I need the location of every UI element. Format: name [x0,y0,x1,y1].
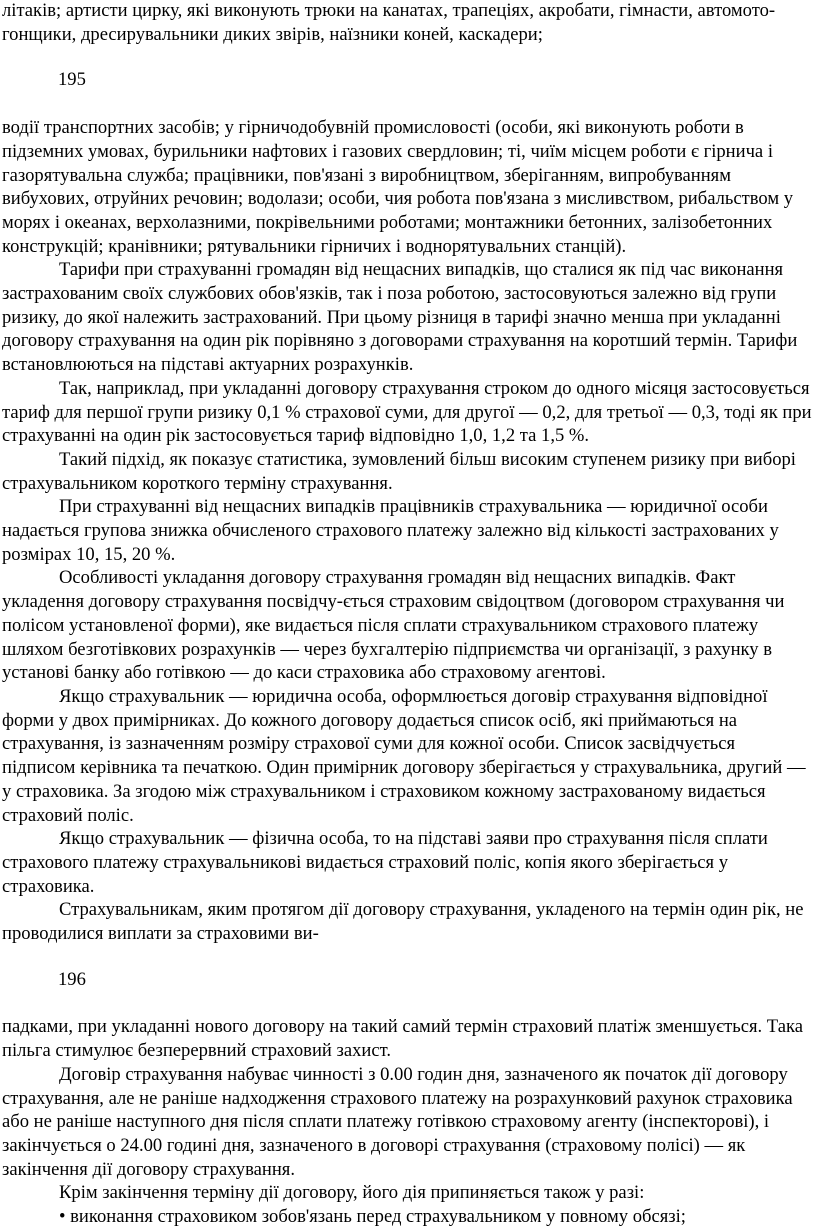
spacer [0,991,812,1015]
paragraph-top: літаків; артисти цирку, які виконують трюки на канатах, трапеціях, акробати, гімнасти, автомото-гонщики, дресирувальники диких звірів, наїзники коней, каскадери; [2,0,776,45]
paragraph: водії транспортних засобів; у гірничодобувній промисловості (особи, які виконують роботи в підземних умовах, бурильники нафтових і газових свердловин; ті, чиїм місцем роботи є гірнича і газорятувальна служба; працівники, пов'язані з виробництвом, зберіганням, випробуванням вибухових, отруйних речовин; водолази; особи, чия робота пов'язана з мисливством, рибальством у морях і океанах, верхолазними, покрівельними роботами; монтажники бетонних, залізобетонних конструкцій; кранівники; рятувальники гірничих і воднорятувальних станцій). [2,117,794,257]
paragraph: Якщо страхувальник — фізична особа, то на підставі заяви про страхування після сплати страхового платежу страхувальникові видається страховий поліс, копія якого зберігається у страховика. [2,828,768,897]
paragraph: Так, наприклад, при укладанні договору страхування строком до одного місяця застосовується тариф для першої групи ризику 0,1 % страхової суми, для другої — 0,2, для третьої — 0,3, тоді як при страхуванні на один рік застосовується тариф відповідно 1,0, 1,2 та 1,5 %. [2,377,812,447]
paragraph: падками, при укладанні нового договору на такий самий термін страховий платіж зменшується. Така пільга стимулює безперервний страховий захист. [2,1016,803,1062]
paragraph: Якщо страхувальник — юридична особа, оформлюється договір страхування відповідної форми у двох примірниках. До кожного договору додається список осіб, які приймаються на страхування, із зазначенням розміру страхової суми для кожної особи. Список засвідчується підписом керівника та печаткою. Один примірник договору зберігається у страхувальника, другий — у страховика. За згодою між страхувальником і страховиком кожному застрахованому видається страховий поліс. [2,685,806,826]
page-number-196: 196 [58,968,86,990]
spacer [0,46,812,68]
spacer [0,946,812,968]
section-middle [0,116,812,946]
paragraph: Договір страхування набуває чинності з 0.00 годин дня, зазначеного як початок дії договору страхування, але не раніше надходження страхового платежу на розрахунковий рахунок страховика або не раніше наступного дня після сплати платежу готівкою страховому агенту (інспекторові), і закінчується о 24.00 годині дня, зазначеного в договорі страхування (страховому полісі) — як закінчення дії договору страхування. [2,1063,793,1180]
paragraph: Такий підхід, як показує статистика, зумовлений більш високим ступенем ризику при виборі страхувальником короткого терміну страхування. [2,448,796,494]
paragraph: При страхуванні від нещасних випадків працівників страхувальника — юридичної особи надається групова знижка обчисленого страхового платежу залежно від кількості застрахованих у розмірах 10, 15, 20 %. [2,496,779,565]
paragraph: Тарифи при страхуванні громадян від нещасних випадків, що сталися як під час виконання застрахованим своїх службових обов'язків, так і поза роботою, застосовуються залежно від групи ризику, до якої належить застрахований. При цьому різниця в тарифі значно менша при укладанні договору страхування на один рік порівняно з договорами страхування на коротший термін. Тарифи встановлюються на підставі актуарних розрахунків. [2,259,798,376]
page-number-195: 195 [58,69,86,91]
paragraph: • виконання страховиком зобов'язань перед страхувальником у повному обсязі; [59,1206,686,1228]
paragraph: Страхувальникам, яким протягом дії договору страхування, укладеного на термін один рік, не проводилися виплати за страховими ви- [2,899,804,945]
paragraph: Крім закінчення терміну дії договору, його дія припиняється також у разі: [59,1182,645,1204]
paragraph: Особливості укладання договору страхування громадян від нещасних випадків. Факт укладення договору страхування посвідчу-ється страховим свідоцтвом (договором страхування чи полісом установленої форми), яке видається після сплати страхувальником страхового платежу шляхом безготівкових розрахунків — через бухгалтерію підприємства чи організації, з рахунку в установі банку або готівкою — до каси страховика або страховому агентові. [2,567,785,684]
section-bottom [0,1015,812,1228]
spacer [0,92,812,116]
